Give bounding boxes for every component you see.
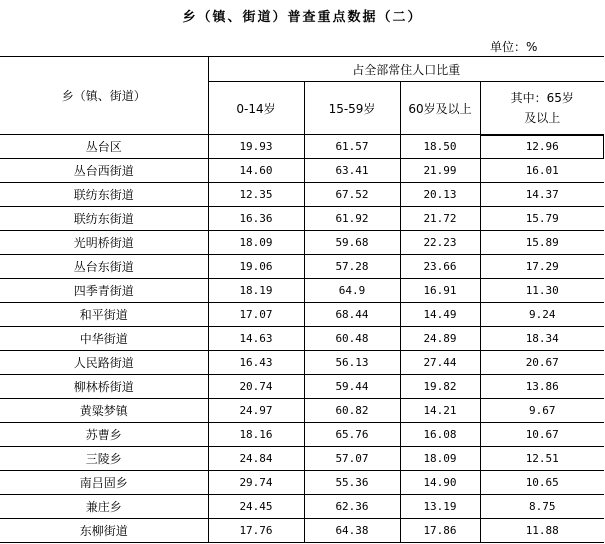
age-65-plus-cell: 13.86 bbox=[480, 375, 604, 399]
age-60-plus-cell: 17.86 bbox=[400, 519, 480, 543]
region-name-cell: 四季青街道 bbox=[0, 279, 208, 303]
region-name-cell: 丛台西街道 bbox=[0, 159, 208, 183]
region-name-cell: 和平街道 bbox=[0, 303, 208, 327]
age-0-14-cell: 16.36 bbox=[208, 207, 304, 231]
table-title: 乡（镇、街道）普查重点数据（二） bbox=[182, 10, 423, 25]
age-65-plus-cell: 8.75 bbox=[480, 495, 604, 519]
age-15-59-header: 15-59岁 bbox=[304, 82, 400, 135]
table-row bbox=[0, 351, 604, 375]
age-15-59-cell: 68.44 bbox=[304, 303, 400, 327]
table-row bbox=[0, 327, 604, 351]
age-60-plus-cell: 23.66 bbox=[400, 255, 480, 279]
age-60-plus-header: 60岁及以上 bbox=[400, 82, 480, 135]
age-65-plus-header-line1: 其中：65岁 bbox=[510, 91, 574, 105]
age-15-59-cell: 59.68 bbox=[304, 231, 400, 255]
age-60-plus-cell: 14.21 bbox=[400, 399, 480, 423]
age-15-59-cell: 63.41 bbox=[304, 159, 400, 183]
region-name-cell: 柳林桥街道 bbox=[0, 375, 208, 399]
age-0-14-cell: 18.19 bbox=[208, 279, 304, 303]
age-60-plus-cell: 27.44 bbox=[400, 351, 480, 375]
age-65-plus-cell: 15.89 bbox=[480, 231, 604, 255]
table-row bbox=[0, 471, 604, 495]
age-60-plus-cell: 13.19 bbox=[400, 495, 480, 519]
age-65-plus-cell: 18.34 bbox=[480, 327, 604, 351]
age-60-plus-cell: 24.89 bbox=[400, 327, 480, 351]
age-15-59-cell: 55.36 bbox=[304, 471, 400, 495]
region-name-cell: 苏曹乡 bbox=[0, 423, 208, 447]
age-60-plus-cell: 18.50 bbox=[400, 135, 480, 159]
age-15-59-cell: 60.48 bbox=[304, 327, 400, 351]
table-row bbox=[0, 495, 604, 519]
age-0-14-cell: 14.63 bbox=[208, 327, 304, 351]
table-row bbox=[0, 207, 604, 231]
age-15-59-cell: 57.07 bbox=[304, 447, 400, 471]
age-0-14-cell: 17.07 bbox=[208, 303, 304, 327]
age-60-plus-cell: 19.82 bbox=[400, 375, 480, 399]
age-65-plus-header bbox=[480, 82, 604, 135]
age-65-plus-cell: 15.79 bbox=[480, 207, 604, 231]
age-0-14-cell: 14.60 bbox=[208, 159, 304, 183]
region-name-cell: 联纺东街道 bbox=[0, 183, 208, 207]
age-65-plus-cell: 14.37 bbox=[480, 183, 604, 207]
region-name-cell: 丛台东街道 bbox=[0, 255, 208, 279]
age-15-59-cell: 57.28 bbox=[304, 255, 400, 279]
table-row bbox=[0, 279, 604, 303]
age-60-plus-cell: 14.49 bbox=[400, 303, 480, 327]
age-65-plus-header-line2: 及以上 bbox=[524, 111, 561, 125]
region-name-cell: 光明桥街道 bbox=[0, 231, 208, 255]
table-row bbox=[0, 447, 604, 471]
region-name-cell: 联纺东街道 bbox=[0, 207, 208, 231]
age-60-plus-cell: 18.09 bbox=[400, 447, 480, 471]
age-0-14-cell: 20.74 bbox=[208, 375, 304, 399]
age-65-plus-cell: 10.67 bbox=[480, 423, 604, 447]
table-row bbox=[0, 135, 604, 159]
region-name-cell: 丛台区 bbox=[0, 135, 208, 159]
age-0-14-cell: 29.74 bbox=[208, 471, 304, 495]
table-row bbox=[0, 423, 604, 447]
age-65-plus-cell: 17.29 bbox=[480, 255, 604, 279]
age-60-plus-cell: 14.90 bbox=[400, 471, 480, 495]
age-60-plus-cell: 16.08 bbox=[400, 423, 480, 447]
proportion-group-header: 占全部常住人口比重 bbox=[208, 57, 604, 82]
region-column-header: 乡（镇、街道） bbox=[0, 57, 208, 135]
age-15-59-cell: 67.52 bbox=[304, 183, 400, 207]
age-0-14-cell: 19.06 bbox=[208, 255, 304, 279]
table-row bbox=[0, 255, 604, 279]
age-15-59-cell: 56.13 bbox=[304, 351, 400, 375]
age-65-plus-cell: 9.67 bbox=[480, 399, 604, 423]
age-65-plus-cell: 9.24 bbox=[480, 303, 604, 327]
age-60-plus-cell: 21.99 bbox=[400, 159, 480, 183]
region-name-cell: 兼庄乡 bbox=[0, 495, 208, 519]
age-65-plus-cell: 12.51 bbox=[480, 447, 604, 471]
table-row bbox=[0, 231, 604, 255]
age-65-plus-cell: 10.65 bbox=[480, 471, 604, 495]
age-65-plus-cell: 20.67 bbox=[480, 351, 604, 375]
age-0-14-cell: 24.97 bbox=[208, 399, 304, 423]
region-name-cell: 黄粱梦镇 bbox=[0, 399, 208, 423]
age-60-plus-cell: 16.91 bbox=[400, 279, 480, 303]
age-15-59-cell: 61.92 bbox=[304, 207, 400, 231]
age-0-14-cell: 18.09 bbox=[208, 231, 304, 255]
age-0-14-cell: 17.76 bbox=[208, 519, 304, 543]
age-60-plus-cell: 20.13 bbox=[400, 183, 480, 207]
unit-label: 单位：% bbox=[490, 40, 538, 54]
region-name-cell: 南吕固乡 bbox=[0, 471, 208, 495]
age-0-14-cell: 12.35 bbox=[208, 183, 304, 207]
age-65-plus-cell: 11.30 bbox=[480, 279, 604, 303]
age-0-14-cell: 18.16 bbox=[208, 423, 304, 447]
region-name-cell: 中华街道 bbox=[0, 327, 208, 351]
age-15-59-cell: 64.9 bbox=[304, 279, 400, 303]
age-60-plus-cell: 22.23 bbox=[400, 231, 480, 255]
age-0-14-cell: 24.45 bbox=[208, 495, 304, 519]
age-15-59-cell: 65.76 bbox=[304, 423, 400, 447]
age-65-plus-cell: 11.88 bbox=[480, 519, 604, 543]
age-15-59-cell: 59.44 bbox=[304, 375, 400, 399]
census-data-table bbox=[0, 56, 604, 543]
age-65-plus-cell: 12.96 bbox=[480, 135, 604, 159]
region-name-cell: 东柳街道 bbox=[0, 519, 208, 543]
table-row bbox=[0, 375, 604, 399]
age-0-14-cell: 24.84 bbox=[208, 447, 304, 471]
table-row bbox=[0, 399, 604, 423]
age-0-14-cell: 19.93 bbox=[208, 135, 304, 159]
region-name-cell: 人民路街道 bbox=[0, 351, 208, 375]
region-name-cell: 三陵乡 bbox=[0, 447, 208, 471]
age-15-59-cell: 60.82 bbox=[304, 399, 400, 423]
age-15-59-cell: 62.36 bbox=[304, 495, 400, 519]
age-65-plus-cell: 16.01 bbox=[480, 159, 604, 183]
table-row bbox=[0, 159, 604, 183]
table-row bbox=[0, 183, 604, 207]
age-60-plus-cell: 21.72 bbox=[400, 207, 480, 231]
table-row bbox=[0, 519, 604, 543]
age-0-14-header: 0-14岁 bbox=[208, 82, 304, 135]
age-15-59-cell: 61.57 bbox=[304, 135, 400, 159]
age-15-59-cell: 64.38 bbox=[304, 519, 400, 543]
table-row bbox=[0, 303, 604, 327]
age-0-14-cell: 16.43 bbox=[208, 351, 304, 375]
